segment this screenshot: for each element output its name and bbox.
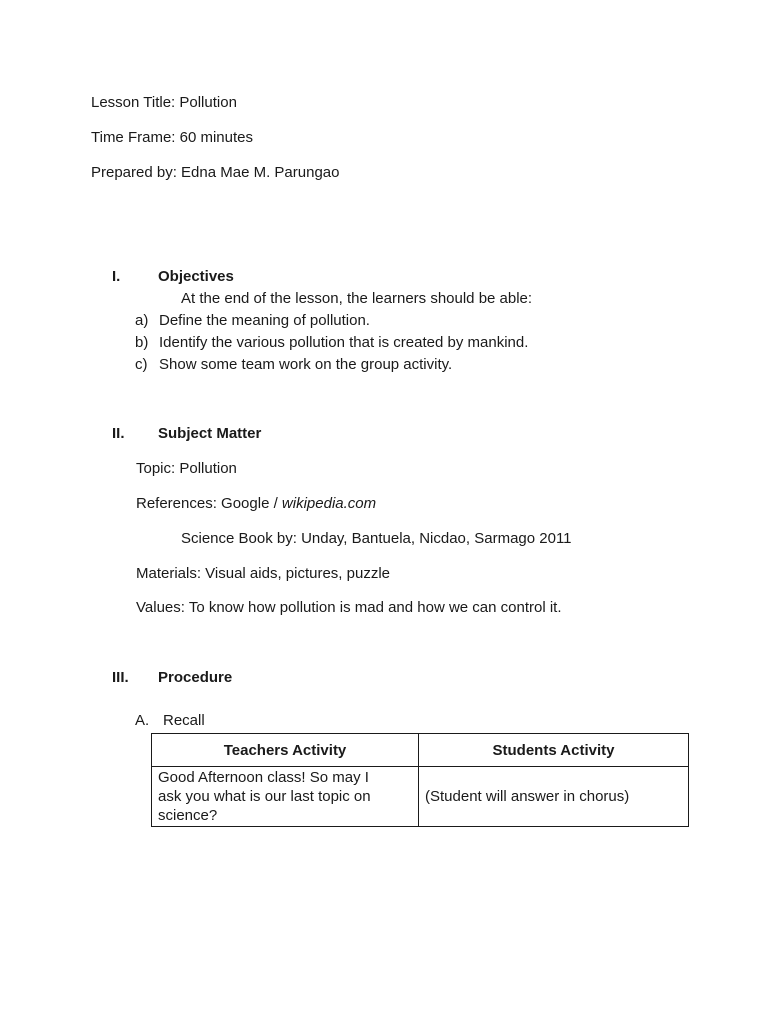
teacher-activity-cell [152, 767, 419, 827]
objective-marker: c) [135, 356, 148, 373]
recall-label: Recall [163, 712, 205, 729]
science-book-line: Science Book by: Unday, Bantuela, Nicdao, Sarmago 2011 [181, 530, 572, 547]
table-row [152, 767, 689, 827]
procedure-numeral: III. [112, 669, 129, 686]
materials-line: Materials: Visual aids, pictures, puzzle [136, 565, 391, 582]
objective-item: Define the meaning of pollution. [159, 312, 370, 329]
references-label: References: Google / [136, 495, 282, 512]
subject-matter-heading: Subject Matter [158, 425, 262, 442]
procedure-heading: Procedure [158, 669, 233, 686]
objectives-heading: Objectives [158, 268, 234, 285]
students-activity-header: Students Activity [419, 734, 689, 767]
objective-item: Identify the various pollution that is created by mankind. [159, 334, 529, 351]
recall-table [151, 733, 689, 827]
prepared-by: Prepared by: Edna Mae M. Parungao [91, 164, 340, 181]
topic-line: Topic: Pollution [136, 460, 237, 477]
references-site: wikipedia.com [281, 495, 377, 512]
lesson-title: Lesson Title: Pollution [91, 94, 237, 111]
objective-item: Show some team work on the group activity. [159, 356, 453, 373]
objectives-numeral: I. [112, 268, 121, 285]
objectives-intro: At the end of the lesson, the learners should be able: [181, 290, 533, 307]
table-header-row [152, 734, 689, 767]
recall-marker: A. [135, 712, 150, 729]
objective-marker: a) [135, 312, 149, 329]
teacher-activity-line: ask you what is our last topic on [158, 788, 371, 805]
teacher-activity-line: science? [158, 807, 218, 824]
time-frame: Time Frame: 60 minutes [91, 129, 253, 146]
teacher-activity-line: Good Afternoon class! So may I [158, 769, 369, 786]
student-activity-cell: (Student will answer in chorus) [419, 767, 689, 827]
values-line: Values: To know how pollution is mad and how we can control it. [136, 599, 562, 616]
references-line [136, 495, 376, 513]
teachers-activity-header: Teachers Activity [152, 734, 419, 767]
subject-matter-numeral: II. [112, 425, 125, 442]
objective-marker: b) [135, 334, 149, 351]
